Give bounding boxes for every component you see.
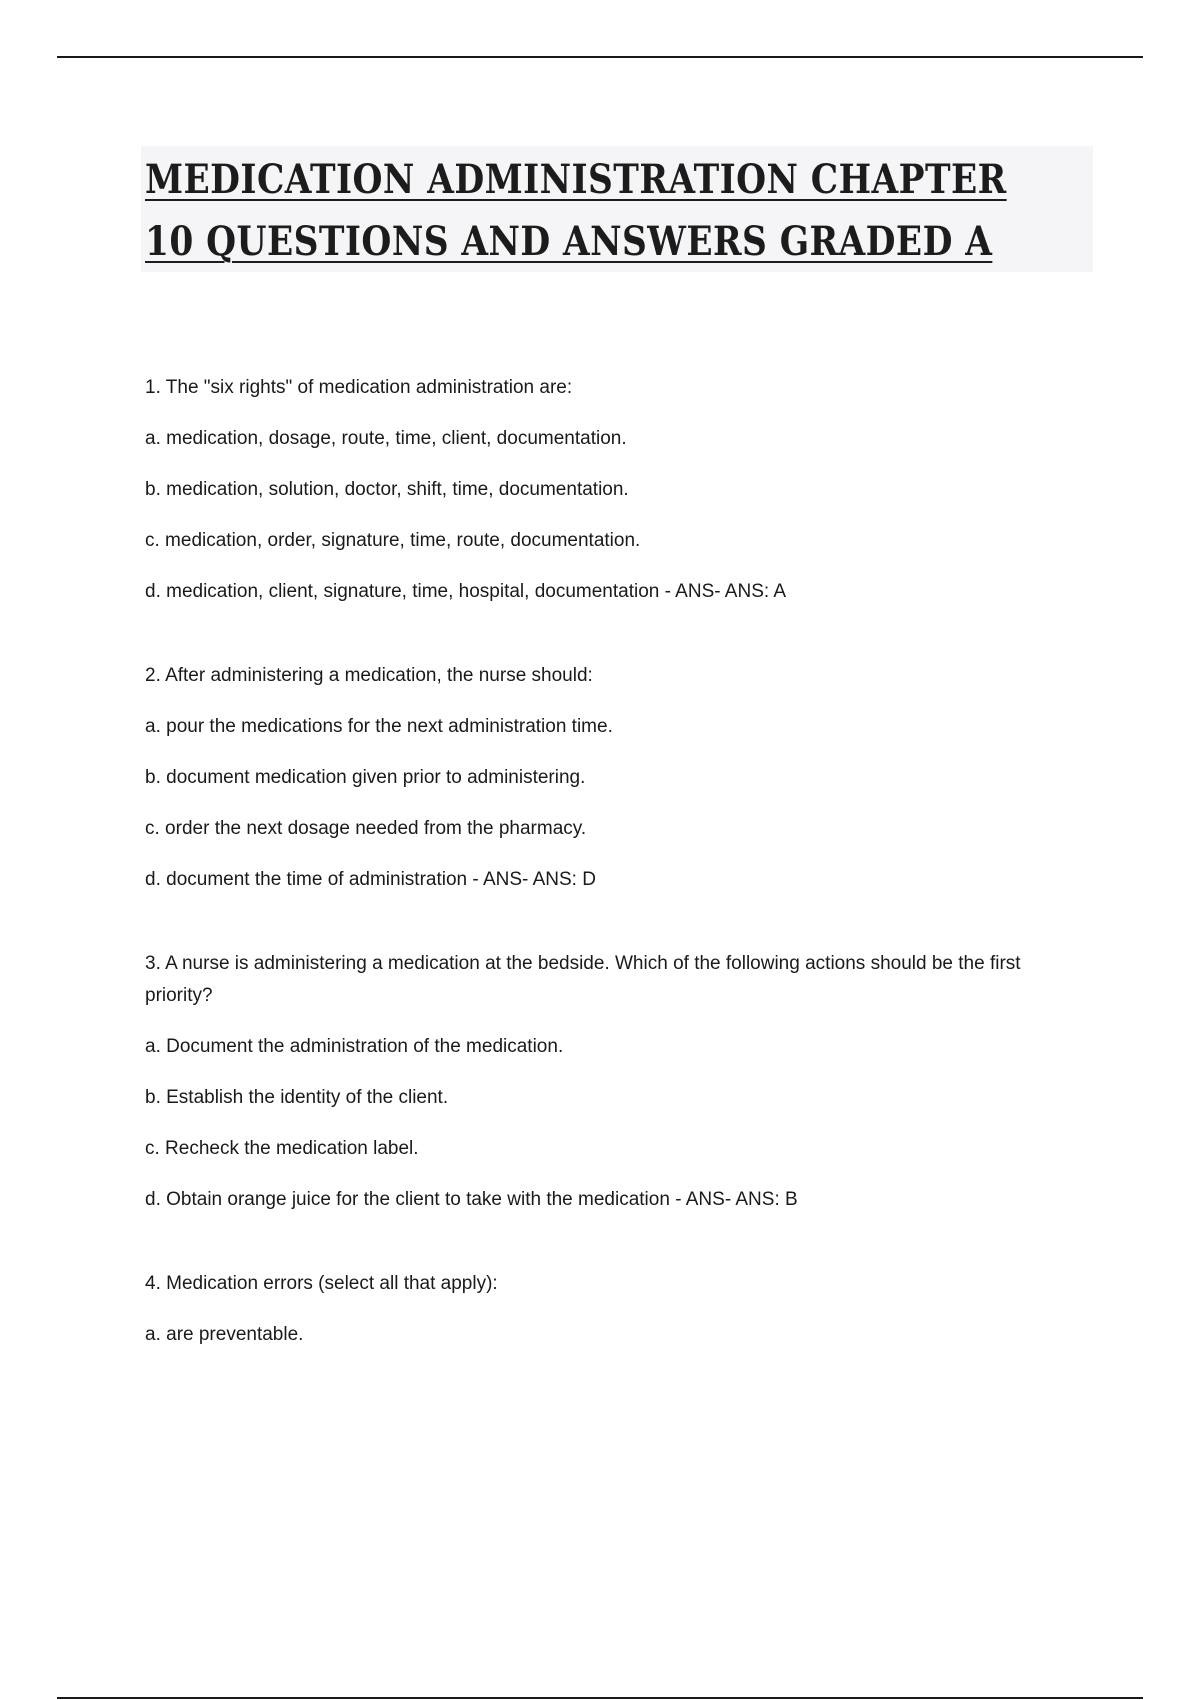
answer-option-d: d. document the time of administration - ANS- ANS: D [145, 869, 596, 890]
title-line-1: MEDICATION ADMINISTRATION CHAPTER [145, 156, 1007, 203]
question-text: 1. The "six rights" of medication administration are: [145, 377, 573, 398]
footer-rule [57, 1697, 1143, 1699]
question-list [145, 372, 1075, 1351]
question-text: 4. Medication errors (select all that apply): [145, 1273, 498, 1294]
answer-option-d: d. Obtain orange juice for the client to take with the medication - ANS- ANS: B [145, 1189, 798, 1210]
answer-option-a: a. Document the administration of the medication. [145, 1036, 564, 1057]
question-4 [145, 1268, 1075, 1351]
document-title [141, 146, 1093, 272]
answer-option-c: c. medication, order, signature, time, route, documentation. [145, 530, 641, 551]
title-line-2: 10 QUESTIONS AND ANSWERS GRADED A [145, 218, 993, 265]
answer-option-b: b. medication, solution, doctor, shift, time, documentation. [145, 479, 629, 500]
question-text: 3. A nurse is administering a medication at the bedside. Which of the following actions should be the first priority? [145, 953, 1021, 1006]
answer-option-c: c. Recheck the medication label. [145, 1138, 419, 1159]
answer-option-b: b. Establish the identity of the client. [145, 1087, 449, 1108]
answer-option-c: c. order the next dosage needed from the pharmacy. [145, 818, 587, 839]
answer-option-d: d. medication, client, signature, time, hospital, documentation - ANS- ANS: A [145, 581, 787, 602]
question-2 [145, 660, 1075, 896]
answer-option-a: a. medication, dosage, route, time, client, documentation. [145, 428, 627, 449]
answer-option-b: b. document medication given prior to administering. [145, 767, 586, 788]
answer-option-a: a. are preventable. [145, 1324, 304, 1345]
answer-option-a: a. pour the medications for the next administration time. [145, 716, 613, 737]
question-3 [145, 948, 1075, 1216]
question-1 [145, 372, 1075, 608]
question-text: 2. After administering a medication, the nurse should: [145, 665, 593, 686]
header-rule [57, 56, 1143, 58]
